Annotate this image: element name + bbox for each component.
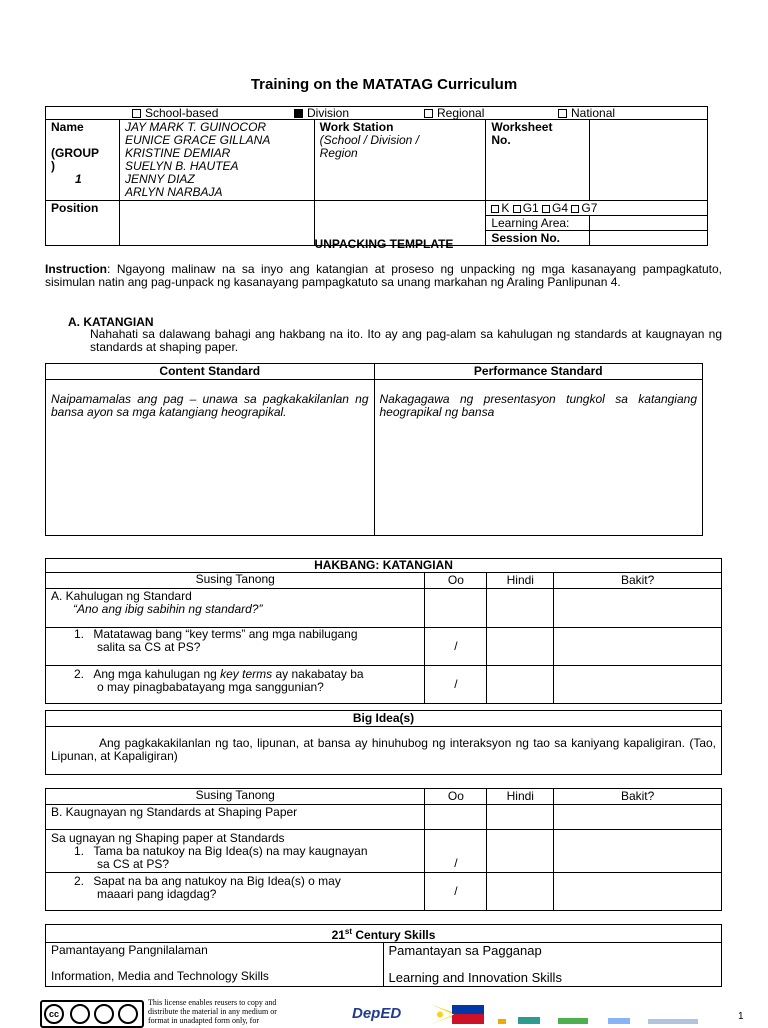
oo-cell[interactable] (425, 589, 487, 628)
attribution-icon (70, 1004, 90, 1024)
standards-table (45, 363, 703, 536)
learning-area-value[interactable] (590, 216, 708, 231)
col-hindi: Hindi (487, 789, 554, 805)
scope-school-based[interactable]: School-based (132, 107, 294, 119)
section-a-cell (46, 589, 425, 628)
hakbang-table (45, 558, 722, 704)
content-standard-text[interactable]: Naipamamalas ang pag – unawa sa pagkakakilanlan ng bansa ayon sa mga katangiang heograpikal. (46, 380, 375, 536)
work-station-label: Work Station (319, 120, 394, 134)
big-idea-text[interactable]: Ang pagkakakilanlan ng tao, lipunan, at bansa ay hinuhubog ng interaksyon ng tao sa kaniyang kapaligiran. (Tao, Lipunan, at Kapaligiran) (46, 727, 722, 775)
question-row: 1. Matatawag bang “key terms” ang mga nabilugang salita sa CS at PS? (46, 628, 425, 666)
q1-oo-mark[interactable]: / (425, 628, 487, 666)
scope-regional[interactable]: Regional (424, 107, 558, 119)
hakbang-title: HAKBANG: KATANGIAN (46, 559, 722, 573)
checkbox-icon (513, 205, 521, 213)
grade-levels (486, 201, 708, 216)
bakit-cell[interactable] (554, 805, 722, 830)
scope-row (46, 107, 708, 120)
names-cell[interactable] (119, 120, 314, 201)
question-row: 2. Ang mga kahulugan ng key terms ay nakabatay ba o may pinagbabatayang mga sanggunian? (46, 666, 425, 704)
section-a-question: “Ano ang ibig sabihin ng standard?” (73, 602, 263, 616)
grade-g4[interactable]: G4 (542, 201, 568, 215)
section-a-heading: A. KATANGIAN (68, 315, 154, 329)
content-standard-header: Content Standard (46, 364, 375, 380)
big-idea-title: Big Idea(s) (46, 711, 722, 727)
grade-k[interactable]: K (491, 201, 509, 215)
col-susing-tanong: Susing Tanong (46, 789, 425, 805)
scope-division[interactable]: Division (294, 107, 424, 119)
q2-bakit[interactable] (554, 666, 722, 704)
noncommercial-icon (94, 1004, 114, 1024)
checkbox-icon (558, 109, 567, 118)
skills-right[interactable]: Pamantayan sa Pagganap Learning and Innovation Skills (383, 943, 722, 987)
q2-hindi[interactable] (487, 873, 554, 911)
learning-area-label: Learning Area: (486, 216, 590, 231)
work-station-cell[interactable]: Work Station (School / Division / Region (314, 120, 486, 201)
skills-left[interactable]: Pamantayang Pangnilalaman Information, Media and Technology Skills (46, 943, 384, 987)
col-susing-tanong: Susing Tanong (46, 573, 425, 589)
col-bakit: Bakit? (554, 573, 722, 589)
performance-standard-text[interactable]: Nakagagawa ng presentasyon tungkol sa katangiang heograpikal ng bansa (374, 380, 703, 536)
kaugnayan-table (45, 788, 722, 911)
oo-cell[interactable] (425, 805, 487, 830)
col-oo: Oo (425, 573, 487, 589)
q2-oo-mark[interactable]: / (425, 873, 487, 911)
document-title: Training on the MATATAG Curriculum (250, 76, 518, 93)
checkbox-icon (571, 205, 579, 213)
question-group: Sa ugnayan ng Shaping paper at Standards 1. Tama ba natukoy na Big Idea(s) na may kaugnayan sa CS at PS? (46, 830, 425, 873)
q2-bakit[interactable] (554, 873, 722, 911)
performance-standard-header: Performance Standard (374, 364, 703, 380)
section-a-description: Nahahati sa dalawang bahagi ang hakbang na ito. Ito ay ang pag-alam sa kahulugan ng standards at kaugnayan ng standards at shaping paper. (90, 327, 722, 354)
hindi-cell[interactable] (487, 589, 554, 628)
info-table (45, 106, 708, 246)
section-a-label: A. Kahulugan ng Standard (51, 589, 192, 603)
col-hindi: Hindi (487, 573, 554, 589)
member-name: JAY MARK T. GUINOCOR (124, 120, 267, 134)
q1-oo-mark[interactable]: / (425, 830, 487, 873)
skills-table (45, 924, 722, 987)
member-name: JENNY DIAZ (124, 172, 195, 186)
template-heading: UNPACKING TEMPLATE (314, 237, 454, 251)
question-row: 2. Sapat na ba ang natukoy na Big Idea(s) o may maaari pang idagdag? (46, 873, 425, 911)
noderivs-icon (118, 1004, 138, 1024)
grade-g1[interactable]: G1 (513, 201, 539, 215)
q1-hindi[interactable] (487, 830, 554, 873)
col-oo: Oo (425, 789, 487, 805)
q1-bakit[interactable] (554, 628, 722, 666)
ph-flag-logo (432, 1005, 484, 1024)
name-label: Name (51, 120, 84, 134)
instruction-label: Instruction (45, 262, 107, 276)
member-name: KRISTINE DEMIAR (124, 146, 231, 160)
session-label: Session No. (486, 231, 590, 246)
scope-national[interactable]: National (558, 107, 615, 119)
col-bakit: Bakit? (554, 789, 722, 805)
checkbox-checked-icon (294, 109, 303, 118)
worksheet-label-cell: Worksheet No. (486, 120, 590, 201)
instruction-text: : Ngayong malinaw na sa inyo ang katangian at proseso ng unpacking ng mga kasanayang pampagkatuto, sisimulan natin ang pag-unpack ng kasanayang pampagkatuto sa unang markahan ng Araling Panlipunan 4. (45, 262, 722, 289)
grade-g7[interactable]: G7 (571, 201, 597, 215)
member-name: EUNICE GRACE GILLANA (124, 133, 271, 147)
instruction-paragraph (45, 263, 722, 289)
checkbox-icon (424, 109, 433, 118)
group-number: 1 (75, 172, 82, 186)
scope-options (46, 107, 708, 120)
member-name: ARLYN NARBAJA (124, 185, 223, 199)
bakit-cell[interactable] (554, 589, 722, 628)
member-name: SUELYN B. HAUTEA (124, 159, 239, 173)
license-text: This license enables reusers to copy and distribute the material in any medium or format in unadapted form only, for (148, 998, 277, 1025)
page-number: 1 (738, 1011, 744, 1022)
checkbox-icon (542, 205, 550, 213)
checkbox-icon (491, 205, 499, 213)
q1-hindi[interactable] (487, 628, 554, 666)
name-label-cell: Name (GROUP ) 1 (46, 120, 120, 201)
section-b-label: B. Kaugnayan ng Standards at Shaping Paper (46, 805, 425, 830)
deped-logo: DepED (352, 1005, 402, 1022)
checkbox-icon (132, 109, 141, 118)
q1-bakit[interactable] (554, 830, 722, 873)
skills-title: 21st Century Skills (46, 925, 722, 943)
group-label: (GROUP (51, 146, 99, 160)
hindi-cell[interactable] (487, 805, 554, 830)
sub-label: Sa ugnayan ng Shaping paper at Standards (51, 831, 285, 845)
partner-logos (498, 1014, 708, 1024)
position-label: Position (46, 201, 120, 246)
q2-oo-mark[interactable]: / (425, 666, 487, 704)
q2-hindi[interactable] (487, 666, 554, 704)
worksheet-value-cell[interactable] (590, 120, 708, 201)
big-idea-table (45, 710, 722, 775)
cc-icon: cc (44, 1004, 64, 1024)
